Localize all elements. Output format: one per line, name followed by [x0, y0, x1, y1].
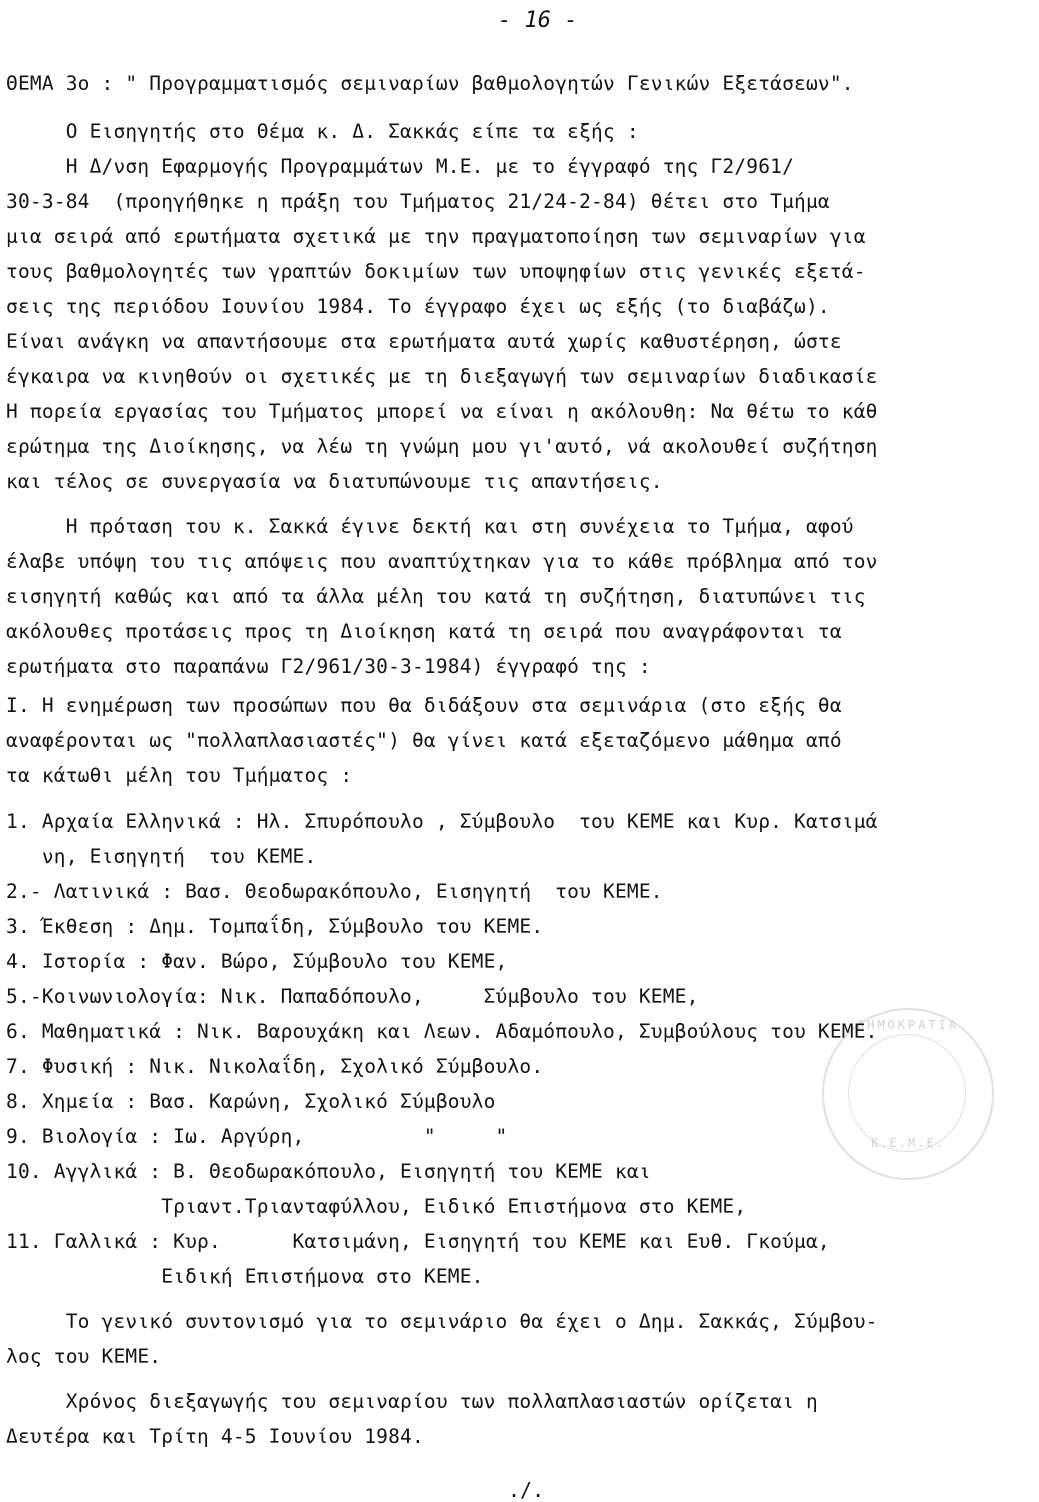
- proposal-line: εισηγητή καθώς και από τα άλλα μέλη του κατά τη συζήτηση, διατυπώνει τις: [6, 585, 866, 608]
- subject-list-item: Ειδική Επιστήμονα στο ΚΕΜΕ.: [6, 1265, 484, 1288]
- proposal-line: Η πρόταση του κ. Σακκά έγινε δεκτή και στη συνέχεια το Τμήμα, αφού: [6, 515, 854, 538]
- schedule-line: Χρόνος διεξαγωγής του σεμιναρίου των πολλαπλασιαστών ορίζεται η: [6, 1390, 818, 1413]
- subject-list-item: νη, Εισηγητή του ΚΕΜΕ.: [6, 845, 317, 868]
- subject-list-item: 3. Έκθεση : Δημ. Τομπαΐδη, Σύμβουλο του ΚΕΜΕ.: [6, 915, 544, 938]
- intro-line: σεις της περιόδου Ιουνίου 1984. Το έγγραφο έχει ως εξής (το διαβάζω).: [6, 295, 830, 318]
- intro-line: τους βαθμολογητές των γραπτών δοκιμίων των υποψηφίων στις γενικές εξετά-: [6, 260, 866, 283]
- intro-line: Η πορεία εργασίας του Τμήματος μπορεί να είναι η ακόλουθη: Να θέτω το κάθ: [6, 400, 878, 423]
- page-number: - 16 -: [498, 8, 578, 33]
- subject-list-item: 1. Αρχαία Ελληνικά : Ηλ. Σπυρόπουλο , Σύμβουλο του ΚΕΜΕ και Κυρ. Κατσιμά: [6, 810, 878, 833]
- section-one-line: τα κάτωθι μέλη του Τμήματος :: [6, 764, 353, 787]
- proposal-line: ερωτήματα στο παραπάνω Γ2/961/30-3-1984) έγγραφό της :: [6, 655, 651, 678]
- subject-list-item: 5.-Κοινωνιολογία: Νικ. Παπαδόπουλο, Σύμβουλο του ΚΕΜΕ,: [6, 985, 699, 1008]
- theme-heading: ΘΕΜΑ 3ο : " Προγραμματισμός σεμιναρίων βαθμολογητών Γενικών Εξετάσεων".: [6, 72, 854, 95]
- subject-list-item: 4. Ιστορία : Φαν. Βώρο, Σύμβουλο του ΚΕΜΕ,: [6, 950, 508, 973]
- intro-line: έγκαιρα να κινηθούν οι σχετικές με τη διεξαγωγή των σεμιναρίων διαδικασίε: [6, 365, 878, 388]
- stamp-top-text: ΔΗΜΟΚΡΑΤΙΑ: [856, 1018, 960, 1032]
- subject-list-item: 10. Αγγλικά : Β. Θεοδωρακόπουλο, Εισηγητή του ΚΕΜΕ και: [6, 1160, 651, 1183]
- subject-list-item: 11. Γαλλικά : Κυρ. Κατσιμάνη, Εισηγητή του ΚΕΜΕ και Ευθ. Γκούμα,: [6, 1230, 830, 1253]
- subject-list-item: 7. Φυσική : Νικ. Νικολαΐδη, Σχολικό Σύμβουλο.: [6, 1055, 544, 1078]
- intro-line: Η Δ/νση Εφαρμογής Προγραμμάτων Μ.Ε. με το έγγραφό της Γ2/961/: [6, 155, 795, 178]
- subject-list-item: 2.- Λατινικά : Βασ. Θεοδωρακόπουλο, Εισηγητή του ΚΕΜΕ.: [6, 880, 663, 903]
- intro-line: Ο Εισηγητής στο Θέμα κ. Δ. Σακκάς είπε τα εξής :: [6, 120, 639, 143]
- proposal-line: έλαβε υπόψη του τις απόψεις που αναπτύχτηκαν για το κάθε πρόβλημα από τον: [6, 550, 878, 573]
- intro-line: Είναι ανάγκη να απαντήσουμε στα ερωτήματα αυτά χωρίς καθυστέρηση, ώστε: [6, 330, 842, 353]
- proposal-line: ακόλουθες προτάσεις προς τη Διοίκηση κατά τη σειρά που αναγράφονται τα: [6, 620, 842, 643]
- intro-line: και τέλος σε συνεργασία να διατυπώνουμε τις απαντήσεις.: [6, 470, 663, 493]
- intro-line: μια σειρά από ερωτήματα σχετικά με την πραγματοποίηση των σεμιναρίων για: [6, 225, 866, 248]
- section-one-line: αναφέρονται ως "πολλαπλασιαστές") θα γίνει κατά εξεταζόμενο μάθημα από: [6, 729, 842, 752]
- schedule-line: Δευτέρα και Τρίτη 4-5 Ιουνίου 1984.: [6, 1425, 424, 1448]
- intro-line: ερώτημα της Διοίκησης, να λέω τη γνώμη μου γι'αυτό, νά ακολουθεί συζήτηση: [6, 435, 878, 458]
- subject-list-item: 9. Βιολογία : Ιω. Αργύρη, " ": [6, 1125, 508, 1148]
- section-one-line: I. Η ενημέρωση των προσώπων που θα διδάξουν στα σεμινάρια (στο εξής θα: [6, 694, 842, 717]
- continuation-mark: ./.: [508, 1478, 545, 1502]
- stamp-bottom-text: Κ.Ε.Μ.Ε.: [871, 1136, 945, 1150]
- subject-list-item: Τριαντ.Τριανταφύλλου, Ειδικό Επιστήμονα στο ΚΕΜΕ,: [6, 1195, 747, 1218]
- coordination-line: Το γενικό συντονισμό για το σεμινάριο θα έχει ο Δημ. Σακκάς, Σύμβου-: [6, 1310, 878, 1333]
- intro-line: 30-3-84 (προηγήθηκε η πράξη του Τμήματος 21/24-2-84) θέτει στο Τμήμα: [6, 190, 830, 213]
- subject-list-item: 8. Χημεία : Βασ. Καρώνη, Σχολικό Σύμβουλο: [6, 1090, 496, 1113]
- subject-list-item: 6. Μαθηματικά : Νικ. Βαρουχάκη και Λεων. Αδαμόπουλο, Συμβούλους του ΚΕΜΕ.: [6, 1020, 878, 1043]
- stamp-inner-ring: [848, 1034, 966, 1152]
- coordination-line: λος του ΚΕΜΕ.: [6, 1345, 162, 1368]
